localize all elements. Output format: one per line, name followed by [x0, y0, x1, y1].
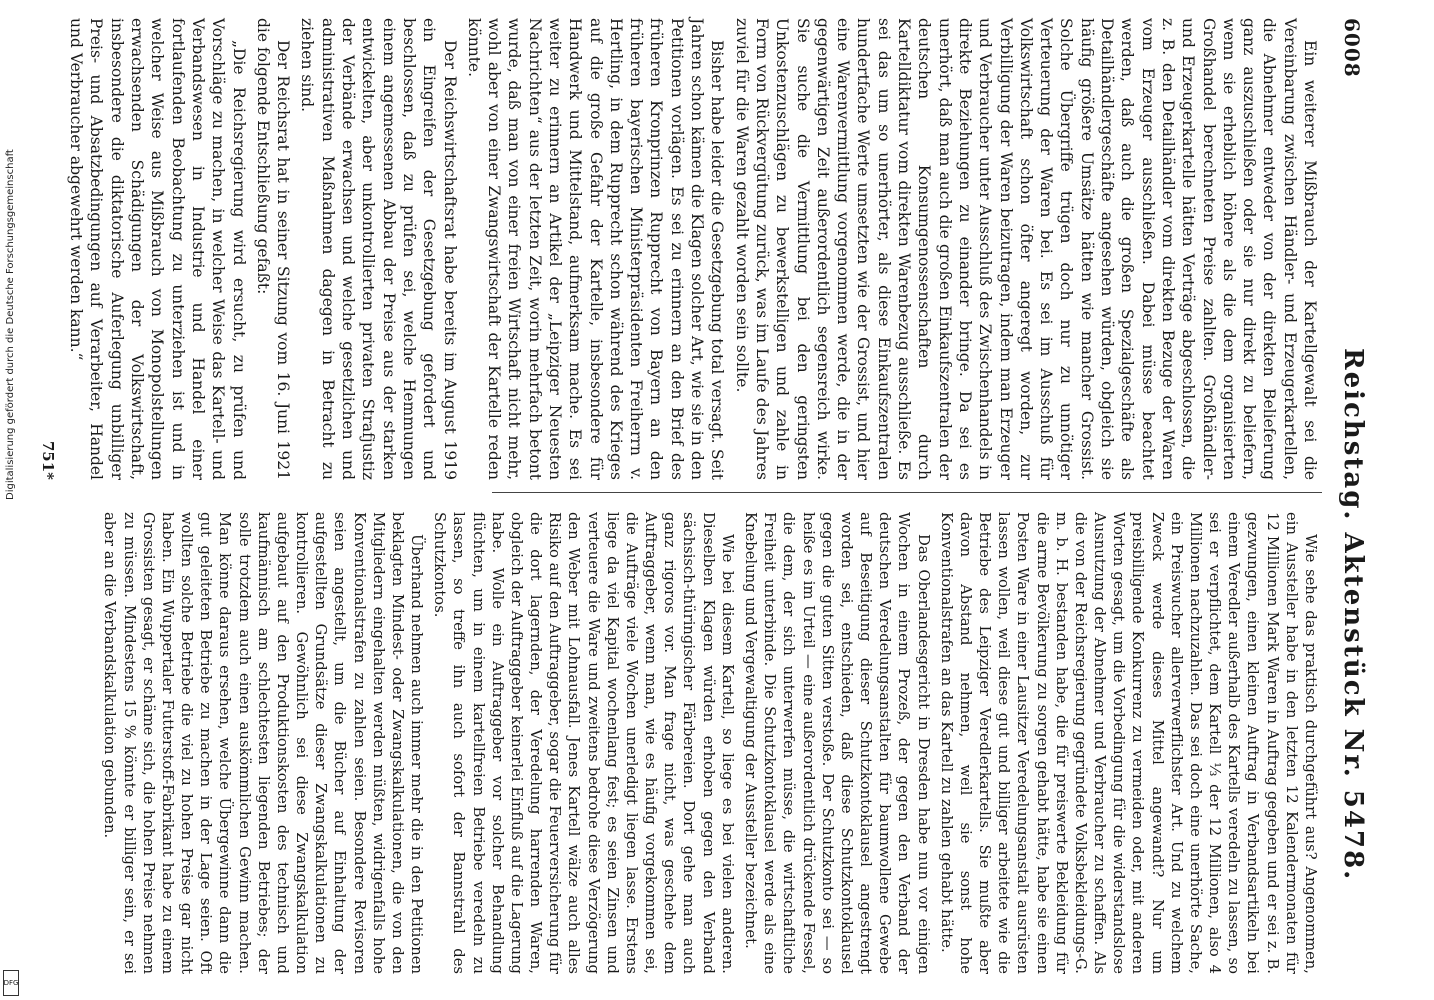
- paragraph: Der Reichsrat hat in seiner Sitzung vom 16. Juni 1921 die folgende Entschließung gefaßt:: [253, 18, 293, 480]
- left-column: [34, 18, 1320, 480]
- column-divider: [492, 492, 1322, 493]
- digitization-note: Digitalisierung gefördert durch die Deutsche Forschungsgemeinschaft: [5, 149, 16, 500]
- dfg-logo: DFG: [3, 970, 19, 996]
- paragraph: „Die Reichsregierung wird ersucht, zu prüfen und Vorschläge zu machen, in welcher Weise das Kartell- und Verbandswesen in Industrie und Handel einer fortlaufenden Beobachtung zu unterziehen ist und in welcher Weise aus Mißbrauch von Monopolstellungen erwachsenden Schädigungen der Volkswirtschaft, insbesondere die diktatorische Auferlegung unbilliger Preis- und Absatzbedingungen auf Verarbeiter, Handel und Verbraucher abgewehrt werden kann.“: [67, 18, 248, 480]
- signature-mark: 751*: [38, 440, 57, 480]
- paragraph: Der Reichswirtschaftsrat habe bereits im August 1919 ein Eingreifen der Gesetzgebung gefordert und beschlossen, daß zu prüfen sei, welche Hemmungen einem angemessenen Abbau der Preise aus der starken entwickelten, aber unkontrollierten privaten Strafjustiz der Verbände erwachsen und welche gesetzlichen und administrativen Maßnahmen dagegen in Betracht zu ziehen sind.: [298, 18, 459, 480]
- paragraph: Das Oberlandesgericht in Dresden habe nun vor einigen Wochen in einem Prozeß, der gegen den Verband der deutschen Veredelungsanstalten für baumwollene Gewebe auf Beseitigung dieser Schutzkontoklausel angestrengt worden sei, entschieden, daß diese Schutzkontoklausel gegen die guten Sitten verstoße. Der Schutzkonto sei — so heiße es im Urteil — eine außerordentlich drückende Fessel, die dem, der sich unterwerfen müsse, die wirtschaftliche Freiheit unterbinde. Die Schutzkontoklausel werde als eine Knebelung und Vergewaltigung der Aussteller bezeichnet.: [742, 512, 932, 974]
- page-number: 6008: [1340, 18, 1364, 78]
- page-title: Reichstag. Aktenstück Nr. 5478.: [1338, 348, 1368, 882]
- paragraph: Wie sehe das praktisch durchgeführt aus? Angenommen, ein Aussteller habe in den letzten 12 Kalendermonaten für 12 Millionen Mark Waren in Auftrag gegeben und er sei z. B. gezwungen, einen kleinen Auftrag in Verbandsartikeln bei einem Veredler außerhalb des Kartells veredeln zu lassen, so sei er verpflichtet, dem Kartell ⅓ der 12 Millionen, also 4 Millionen nachzuzahlen. Das sei doch eine unerhörte Sache, ein Preiswucher allerverwerflichster Art. Und zu welchem Zweck werde dieses Mittel angewandt? Nur um preisbilligende Konkurrenz zu vermeiden oder, mit anderen Worten gesagt, um die Vorbedingung für die widerstandslose Ausnutzung der Abnehmer und Verbraucher zu schaffen. Als die von der Reichsregierung gegründete Volksbekleidungs-G. m. b. H. bestanden habe, die für preiswerte Bekleidung für die arme Bevölkerung zu sorgen gehabt hätte, habe sie einen Posten Ware in einer Lausitzer Veredelungsanstalt ausrüsten lassen wollen, weil diese gut und billiger arbeitete wie die Betriebe des Leipziger Veredlerkartells. Sie mußte aber davon Abstand nehmen, weil sie sonst hohe Konventionalstrafen an das Kartell zu zahlen gehabt hätte.: [937, 512, 1319, 974]
- page-header: [1330, 18, 1370, 983]
- paragraph: Ein weiterer Mißbrauch der Kartellgewalt sei die Vereinbarung zwischen Händler- und Erzeugerkartellen, die Abnehmer entweder von der direkten Belieferung ganz auszuschließen oder sie nur direkt zu beliefern, wenn sie erheblich höhere als die dem organisierten Großhandel berechneten Preise zahlten. Großhändler- und Erzeugerkartelle hätten Verträge abgeschlossen, die z. B. den Detailhändler vom direkten Bezuge der Waren vom Erzeuger ausschließen. Dabei müsse beachtet werden, daß auch die großen Spezialgeschäfte als Detailhändlergeschäfte angesehen würden, obgleich sie häufig größere Umsätze hätten wie mancher Grossist. Solche Übergriffe trügen doch nur zu unnötiger Verteuerung der Waren bei. Es sei im Ausschuß für Volkswirtschaft schon öfter angeregt worden, zur Verbilligung der Waren beizutragen, indem man Erzeuger und Verbraucher unter Ausschluß des Zwischenhandels in direkte Beziehungen zu einander bringe. Da sei es unerhört, daß man auch die großen Einkaufszentralen der deutschen Konsumgenossenschaften durch Kartelldiktatur vom direkten Warenbezug ausschließe. Es sei das um so unerhörter, als diese Einkaufszentralen hundertfache Werte umsetzten wie der Grossist, und hier eine Warenvermittlung vorgenommen werde, die in der gegenwärtigen Zeit außerordentlich segensreich wirke. Sie suche die Vermittlung bei den geringsten Unkostenzuschlägen zu bewerkstelligen und zahle in Form von Rückvergütung zurück, was im Laufe des Jahres zuviel für die Waren gezahlt worden sein sollte.: [732, 18, 1319, 480]
- paragraph: Wie bei diesem Kartell, so liege es bei vielen anderen. Dieselben Klagen würden erhoben gegen den Verband sächsisch-thüringischer Färbereien. Dort gehe man auch ganz rigoros vor. Man frage nicht, was geschehe dem Auftraggeber, wenn man, wie es häufig vorgekommen sei, die Aufträge viele Wochen unerledigt liegen lasse. Erstens liege da viel Kapital wochenlang fest; es seien Zinsen und verteuere die Ware und zweitens bedrohe diese Verzögerung den Weber mit Lohnausfall. Jenes Kartell wälze auch alles Risiko auf den Auftraggeber, sogar die Feuerversicherung für die dort lagernden, der Veredelung harrenden Waren, obgleich der Auftraggeber keinerlei Einfluß auf die Lagerung habe. Wolle ein Auftraggeber vor solcher Behandlung flüchten, um in einem kartellfreien Betriebe veredeln zu lassen, so treffe ihn auch sofort der Bannstrahl des Schutzkontos.: [431, 512, 736, 974]
- paragraph: Bisher habe leider die Gesetzgebung total versagt. Seit Jahren schon kämen die Klagen solcher Art, wie sie in den Petitionen vorlägen. Es sei zu erinnern an den Brief des früheren Kronprinzen Rupprecht von Bayern an den früheren bayerischen Ministerpräsidenten Freiherrn v. Hertling, in dem Rupprecht schon während des Krieges auf die große Gefahr der Kartelle, insbesondere für Handwerk und Mittelstand, aufmerksam mache. Es sei weiter zu erinnern an Artikel der „Leipziger Neuesten Nachrichten“ aus der letzten Zeit, worin mehrfach betont wurde, daß man von einer freien Wirtschaft nicht mehr, wohl aber von einer Zwangswirtschaft der Kartelle reden könnte.: [464, 18, 727, 480]
- right-column: [96, 512, 1320, 974]
- paragraph: Überhand nehmen auch immer mehr die in den Petitionen beklagten Mindest- oder Zwangskalkulationen, die von den Mitgliedern eingehalten werden müßten, widrigenfalls hohe Konventionalstrafen zu zahlen seien. Besondere Revisoren seien angestellt, um die Bücher auf Einhaltung der aufgestellten Grundsätze dieser Zwangskalkulationen zu kontrollieren. Gewöhnlich sei diese Zwangskalkulation aufgebaut auf den Produktionskosten des technisch und kaufmännisch am schlechtesten liegenden Betriebes; der solle trotzdem auch einen auskömmlichen Gewinn machen. Man könne daraus ersehen, welche Übergewinne dann die gut geleiteten Betriebe zu machen in der Lage seien. Oft wollten solche Betriebe die viel zu hohen Preise gar nicht haben. Ein Wuppertaler Futterstoff-Fabrikant habe zu einem Grossisten gesagt, er schäme sich, die hohen Preise nehmen zu müssen. Mindestens 15 % könnte er billiger sein, er sei aber an die Verbandskalkulation gebunden.: [101, 512, 426, 974]
